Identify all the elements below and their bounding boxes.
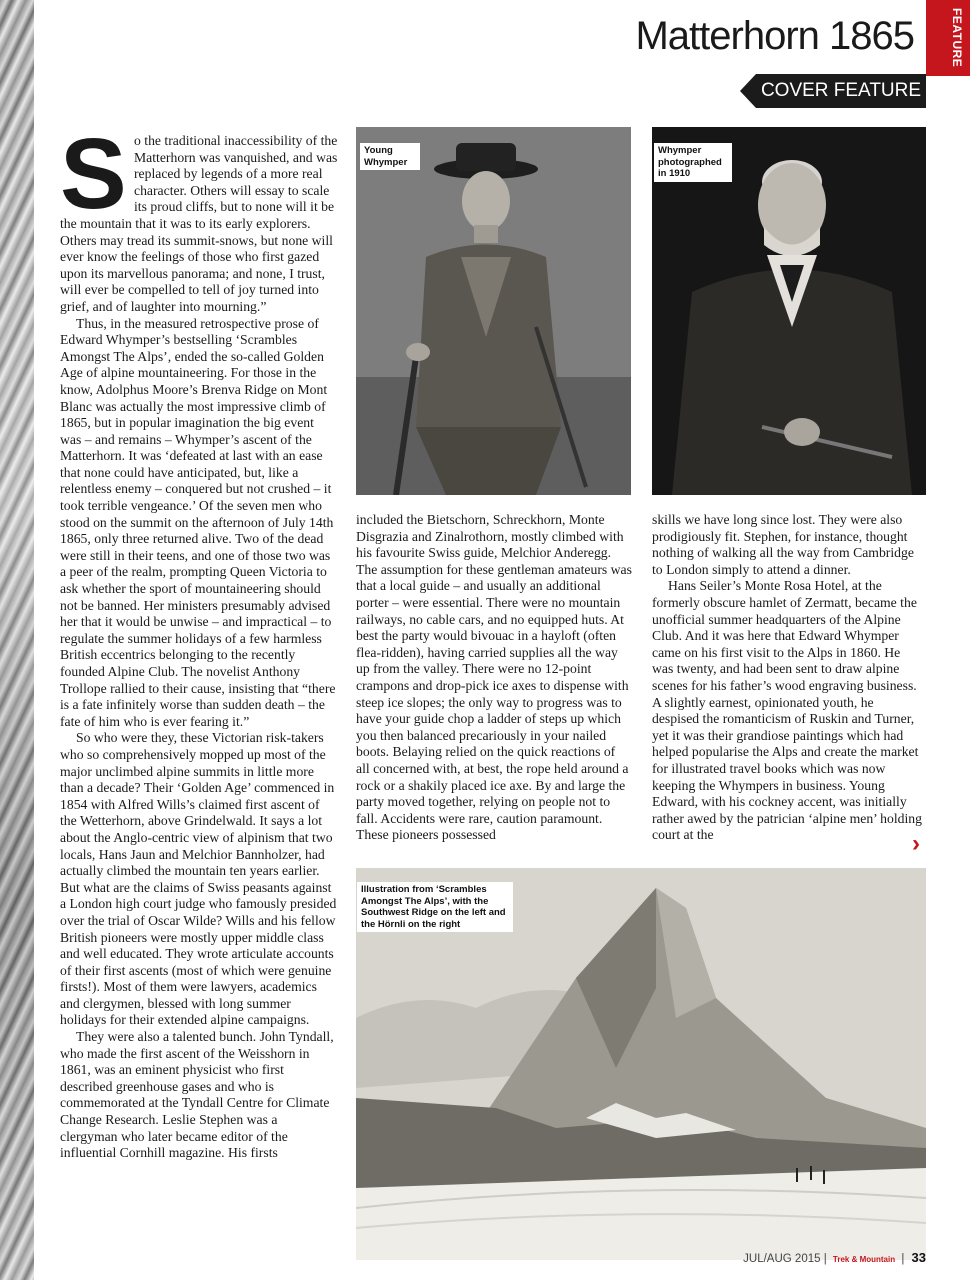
article-paragraph (60, 118, 338, 316)
drop-cap: S (60, 118, 127, 230)
footer-divider: | (901, 1253, 905, 1265)
article-column-3 (652, 512, 924, 844)
feature-section-tab (926, 0, 970, 76)
cover-feature-label: COVER FEATURE (756, 74, 926, 108)
caption-young-whymper: Young Whymper (360, 143, 420, 170)
whymper-1910-figure (652, 127, 926, 495)
article-column-1 (60, 118, 338, 1162)
feature-tab-label: FEATURE (950, 8, 964, 68)
article-paragraph: They were also a talented bunch. John Tyndall, who made the first ascent of the Weisshorn in 1861, was an eminent physicist who first described greenhouse gases and who is commemorated at the Tyndall Centre for Climate Change Research. Leslie Stephen was a clergyman who later became editor of the influential Cornhill magazine. His firsts (60, 1029, 334, 1161)
page-number: 33 (911, 1250, 926, 1265)
caption-whymper-1910: Whymper photographed in 1910 (654, 143, 732, 182)
continue-arrow-icon: › (912, 830, 920, 857)
paragraph-text: o the traditional inaccessibility of the Matterhorn was vanquished, and was replaced by legends of a more real character. Others will essay to scale its proud cliffs, but to none will it be the mountain that it was to its early explorers. Others may tread its summit-snows, but none will ever know the feelings of those who first gazed upon its marvellous panorama; and none, I trust, will ever be compelled to tell of joy turned into grief, and of laughter into mourning.” (60, 133, 338, 314)
page-footer (743, 1250, 926, 1265)
left-edge-photo-strip (0, 0, 34, 1280)
article-paragraph: Hans Seiler’s Monte Rosa Hotel, at the formerly obscure hamlet of Zermatt, became the unofficial summer headquarters of the Alpine Club. And it was here that Edward Whymper came on his first visit to the Alps in 1860. He was twenty, and had been sent to draw alpine scenes for his father’s wood engraving business. A slightly earnest, opinionated youth, he despised the romanticism of Ruskin and Turner, yet it was their grandiose paintings which had helped popularise the Alps and create the market for illustrated travel books which was now keeping the Whympers in business. Young Edward, with his cockney accent, was initially rather awed by the patrician ‘alpine men’ holding court at the (652, 578, 922, 843)
young-whymper-photo (356, 127, 631, 495)
article-paragraph: skills we have long since lost. They were also prodigiously fit. Stephen, for instance, thought nothing of walking all the way from Cambridge to London simply to attend a dinner. (652, 512, 914, 577)
footer-issue: JUL/AUG 2015 | (743, 1253, 827, 1265)
article-paragraph: So who were they, these Victorian risk-takers who so comprehensively mopped up most of the major unclimbed alpine summits in little more than a decade? Their ‘Golden Age’ commenced in 1854 with Alfred Wills’s claimed first ascent of the Wetterhorn, above Grindelwald. It says a lot about the Anglo-centric view of alpinism that two locals, Hans Jaun and Melchior Bannholzer, had actually climbed the mountain ten years earlier. But what are the claims of Swiss peasants against a London high court judge who famously presided over the trial of Oscar Wilde? Wills and his fellow British pioneers were mostly upper middle class and well educated. They wrote articulate accounts of their first ascents (most of which were genuine firsts!). Most of them were lawyers, academics and clergymen, blessed with long summer holidays for their extended alpine campaigns. (60, 730, 337, 1028)
article-paragraph: included the Bietschorn, Schreckhorn, Monte Disgrazia and Zinalrothorn, mostly climbed with his favourite Swiss guide, Melchior Anderegg. The assumption for these gentleman amateurs was that a local guide – and usually an additional porter – were essential. There were no mountain railways, no cable cars, and no equipped huts. At best the party would bivouac in a hayloft (often flea-ridden), having carried supplies all the way up from the valley. There were no 12-point crampons and drop-pick ice axes to dispense with steep ice slopes; the only way to progress was to have your guide chop a ladder of steps up which you then balanced precariously in your nailed boots. Belaying relied on the quick reactions of all concerned with, at best, the rope held around a rock or a shakily placed ice axe. By and large the party moved together, relying on people not to fall. Accidents were rare, caution paramount. These pioneers possessed (356, 512, 632, 843)
article-paragraph: Thus, in the measured retrospective prose of Edward Whymper’s bestselling ‘Scrambles Amongst The Alps’, ended the so-called Golden Age of alpine mountaineering. For those in the know, Adolphus Moore’s Brenva Ridge on Mont Blanc was actually the most impressive climb of 1865, but in popular imagination the big event was – and remains – Whymper’s ascent of the Matterhorn. It was ‘defeated at last with an ease that none could have anticipated, but, like a relentless enemy – conquered but not crushed – it took terrible vengeance.’ Of the seven men who stood on the summit on the afternoon of July 14th 1865, only three returned alive. Two of the dead were still in their teens, and one of those two was a peer of the realm, prompting Queen Victoria to ask whether the sport of mountaineering should not be banned. Her ministers presumably advised her that it would be unwise – and impractical – to regulate the summer holidays of a few harmless British eccentrics belonging to the recently founded Alpine Club. The novelist Anthony Trollope rallied to their cause, insisting that “there is a fate infinitely worse than sudden death – the fate of him who is ever fearing it.” (60, 315, 336, 729)
whymper-1910-photo (652, 127, 926, 495)
caption-illustration: Illustration from ‘Scrambles Amongst The Alps’, with the Southwest Ridge on the left and the Hörnli on the right (357, 882, 513, 932)
young-whymper-figure (356, 127, 631, 495)
article-column-2 (356, 512, 632, 844)
page-title: Matterhorn 1865 (635, 14, 914, 58)
magazine-logo: Trek & Mountain (832, 1255, 896, 1264)
